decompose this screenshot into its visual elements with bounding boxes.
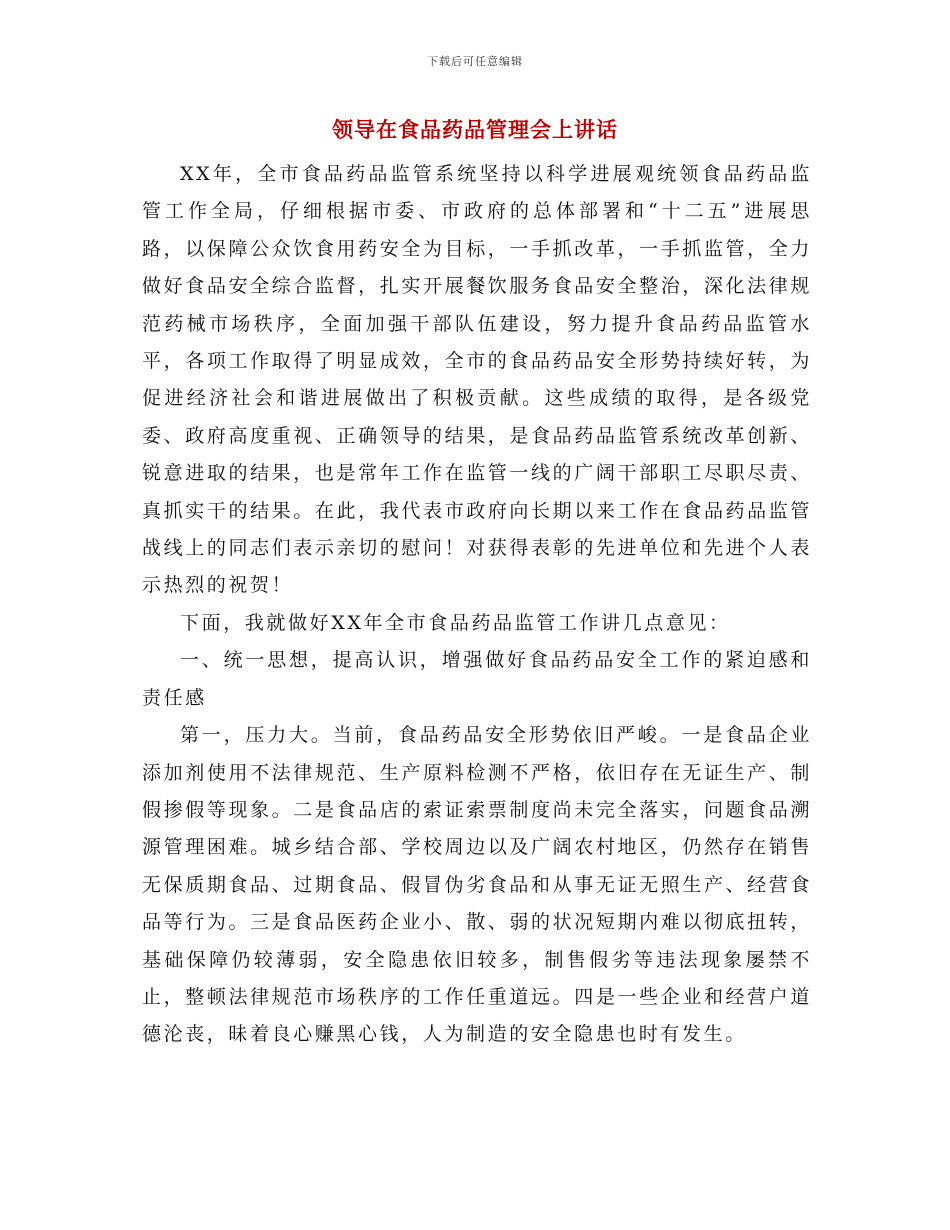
document-body <box>142 156 812 1054</box>
document-title: 领导在食品药品管理会上讲话 <box>332 118 618 142</box>
paragraph-pressure: 第一，压力大。当前，食品药品安全形势依旧严峻。一是食品企业添加剂使用不法律规范、生产原料检测不严格，依旧存在无证生产、制假掺假等现象。二是食品店的索证索票制度尚未完全落实，问题食品溯源管理困难。城乡结合部、学校周边以及广阔农村地区，仍然存在销售无保质期食品、过期食品、假冒伪劣食品和从事无证无照生产、经营食品等行为。三是食品医药企业小、散、弱的状况短期内难以彻底扭转，基础保障仍较薄弱，安全隐患依旧较多，制售假劣等违法现象屡禁不止，整顿法律规范市场秩序的工作任重道远。四是一些企业和经营户道德沦丧，昧着良心赚黑心钱，人为制造的安全隐患也时有发生。 <box>142 724 812 1046</box>
section-heading-1: 一、统一思想，提高认识，增强做好食品药品安全工作的紧迫感和责任感 <box>142 649 812 709</box>
page-header-note: 下载后可任意编辑 <box>427 55 523 68</box>
paragraph-opinions-lead: 下面，我就做好XX年全市食品药品监管工作讲几点意见： <box>180 611 731 634</box>
paragraph-intro: XX年，全市食品药品监管系统坚持以科学进展观统领食品药品监管工作全局，仔细根据市委、市政府的总体部署和“十二五”进展思路，以保障公众饮食用药安全为目标，一手抓改革，一手抓监管，全力做好食品安全综合监督，扎实开展餐饮服务食品安全整治，深化法律规范药械市场秩序，全面加强干部队伍建设，努力提升食品药品监管水平，各项工作取得了明显成效，全市的食品药品安全形势持续好转，为促进经济社会和谐进展做出了积极贡献。这些成绩的取得，是各级党委、政府高度重视、正确领导的结果，是食品药品监管系统改革创新、锐意进取的结果，也是常年工作在监管一线的广阔干部职工尽职尽责、真抓实干的结果。在此，我代表市政府向长期以来工作在食品药品监管战线上的同志们表示亲切的慰问！对获得表彰的先进单位和先进个人表示热烈的祝贺！ <box>142 163 812 597</box>
